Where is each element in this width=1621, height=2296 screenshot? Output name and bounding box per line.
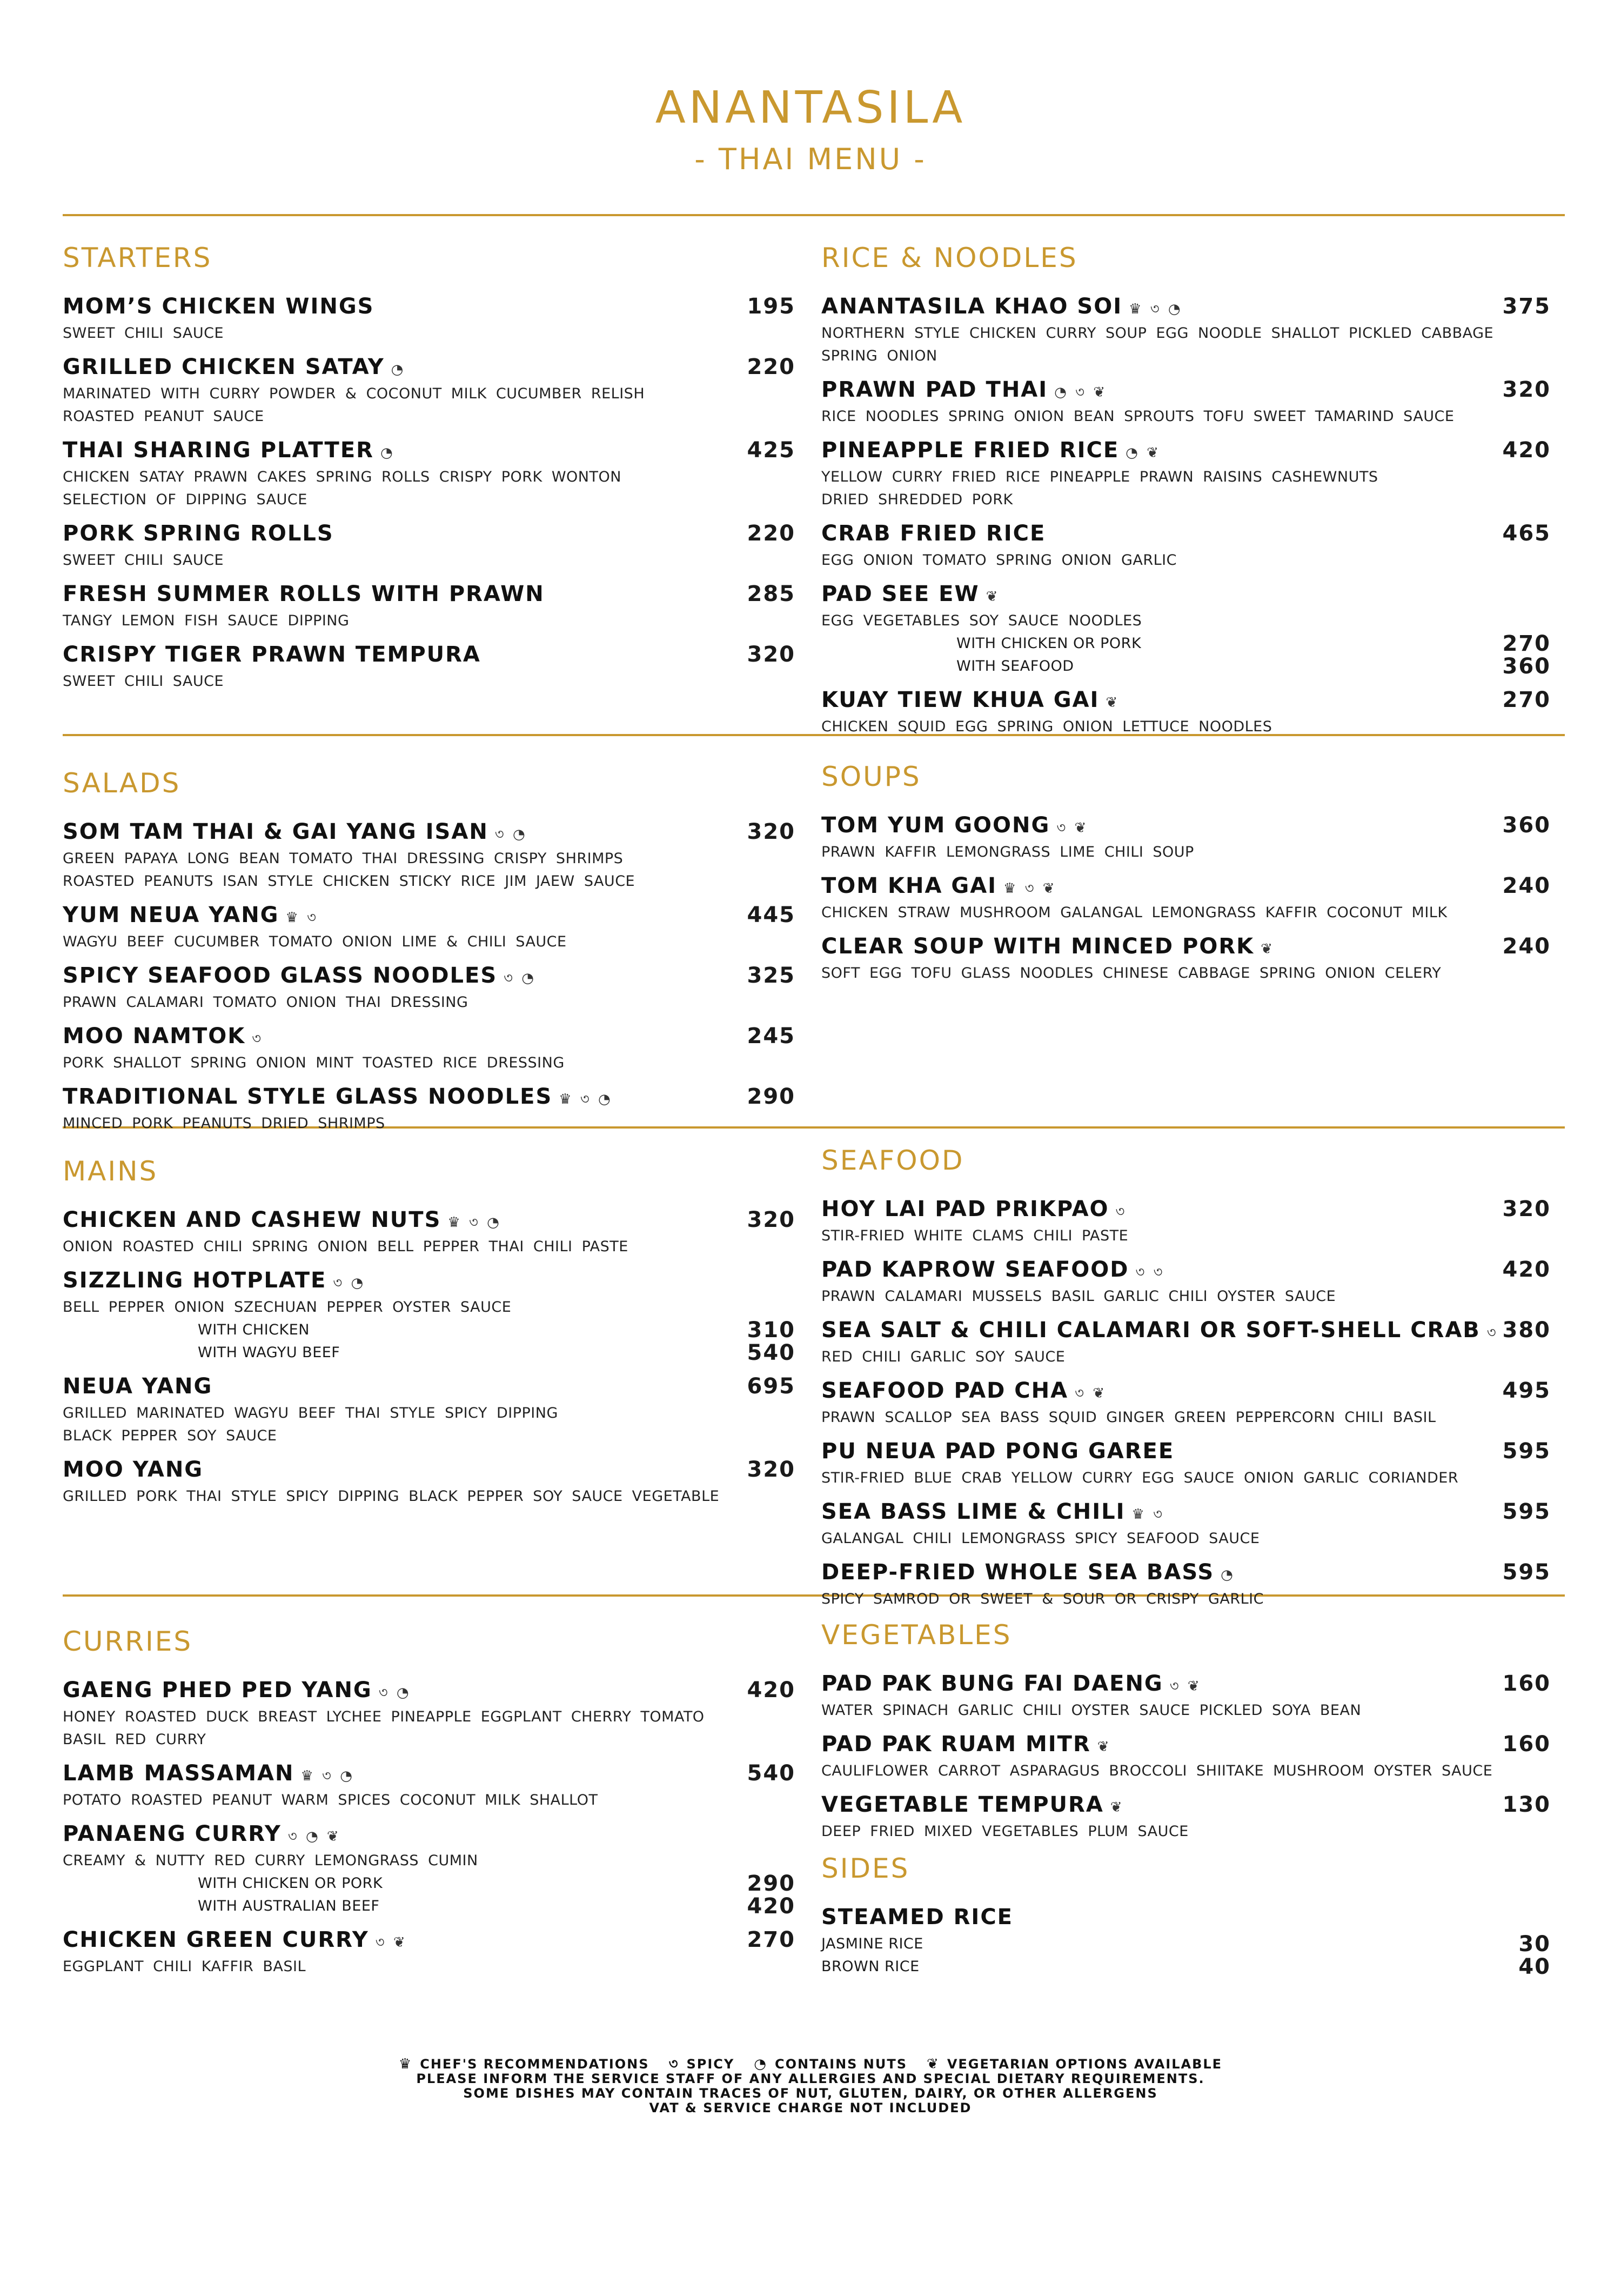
dish-description: ONION ROASTED CHILI SPRING ONION BELL PEPPER THAI CHILI PASTE: [63, 1238, 628, 1255]
menu-item: [821, 1901, 1551, 1978]
menu-item: [63, 291, 795, 345]
dish-icons: ◔: [380, 445, 395, 461]
dish-variant: [63, 1872, 795, 1895]
dish-price: 420: [1502, 1257, 1551, 1282]
menu-item: [63, 1081, 795, 1135]
dish-icons: ৩ ❦: [1075, 1385, 1107, 1401]
dish-name: CRAB FRIED RICE: [821, 521, 1046, 546]
dish-description: RICE NOODLES SPRING ONION BEAN SPROUTS TOFU SWEET TAMARIND SAUCE: [821, 408, 1455, 425]
dish-description: PRAWN CALAMARI MUSSELS BASIL GARLIC CHILI OYSTER SAUCE: [821, 1288, 1336, 1305]
menu-item-header: [821, 1436, 1551, 1467]
dish-name: PINEAPPLE FRIED RICE: [821, 438, 1120, 463]
variant-price: 40: [1518, 1954, 1551, 1979]
dish-price: 160: [1502, 1671, 1551, 1696]
section-title: STARTERS: [63, 242, 212, 273]
menu-item-header: [63, 291, 795, 322]
menu-item: [63, 899, 795, 953]
menu-item: [63, 1818, 795, 1918]
dish-name: CLEAR SOUP WITH MINCED PORK: [821, 934, 1255, 959]
menu-header: [0, 81, 1621, 178]
dish-name: SIZZLING HOTPLATE: [63, 1268, 327, 1293]
menu-item: [821, 1728, 1551, 1783]
dish-description: POTATO ROASTED PEANUT WARM SPICES COCONUT MILK SHALLOT: [63, 1792, 598, 1808]
menu-subtitle: - THAI MENU -: [694, 142, 927, 176]
menu-footer: [0, 2057, 1621, 2115]
section-title: SALADS: [63, 767, 181, 799]
dish-description: GRILLED MARINATED WAGYU BEEF THAI STYLE SPICY DIPPING BLACK PEPPER SOY SAUCE: [63, 1405, 558, 1444]
section-vegetables: [821, 1618, 1551, 1850]
dish-description: EGG VEGETABLES SOY SAUCE NOODLES: [821, 612, 1142, 629]
menu-item-header: [63, 1924, 795, 1955]
section-title: SEAFOOD: [821, 1145, 964, 1176]
dish-icons: ৩ ❦: [1056, 820, 1089, 836]
legend-label: VEGETARIAN OPTIONS AVAILABLE: [947, 2057, 1223, 2072]
dish-name: STEAMED RICE: [821, 1905, 1013, 1930]
dish-icons: ♛ ৩: [1131, 1506, 1165, 1523]
dish-description: GREEN PAPAYA LONG BEAN TOMATO THAI DRESSING CRISPY SHRIMPS ROASTED PEANUTS ISAN STYLE CHICKEN STICKY RICE JIM JAEW SAUCE: [63, 850, 635, 890]
variant-label: WITH CHICKEN: [198, 1321, 310, 1338]
menu-item-header: [63, 351, 795, 383]
legend-label: CONTAINS NUTS: [774, 2057, 908, 2072]
dish-price: 380: [1502, 1318, 1551, 1343]
menu-item-header: [63, 1204, 795, 1236]
dish-description: PRAWN CALAMARI TOMATO ONION THAI DRESSING: [63, 994, 468, 1011]
dish-price: 360: [1502, 813, 1551, 838]
menu-item-header: [821, 291, 1551, 322]
menu-item: [63, 1020, 795, 1074]
menu-item: [821, 1193, 1551, 1247]
menu-item: [821, 1254, 1551, 1308]
variant-label: WITH SEAFOOD: [956, 658, 1074, 675]
legend-label: CHEF'S RECOMMENDATIONS: [420, 2057, 649, 2072]
menu-item-header: [63, 1081, 795, 1112]
menu-item-header: [63, 960, 795, 991]
menu-item: [821, 374, 1551, 428]
variant-label: JASMINE RICE: [821, 1935, 923, 1952]
menu-item: [821, 1668, 1551, 1722]
dish-icons: ৩: [1115, 1204, 1127, 1220]
dish-icons: ৩ ❦: [1169, 1678, 1202, 1694]
variant-price: 360: [1502, 654, 1551, 679]
dish-icons: ♛ ৩ ◔: [559, 1091, 613, 1107]
menu-item: [821, 518, 1551, 572]
dish-price: 290: [747, 1084, 795, 1109]
dish-description: PRAWN KAFFIR LEMONGRASS LIME CHILI SOUP: [821, 844, 1194, 860]
dish-price: 240: [1502, 934, 1551, 959]
dish-description: WAGYU BEEF CUCUMBER TOMATO ONION LIME & CHILI SAUCE: [63, 933, 567, 950]
dish-icons: ৩ ◔: [494, 826, 527, 843]
dish-price: 220: [747, 521, 795, 546]
menu-item: [63, 1924, 795, 1978]
dish-icons: ৩ ◔ ❦: [287, 1828, 341, 1845]
dish-price: 595: [1502, 1560, 1551, 1585]
dish-icons: ❦: [986, 589, 1000, 605]
dish-name: PAD SEE EW: [821, 582, 980, 606]
menu-item-header: [63, 435, 795, 466]
dish-name: PAD KAPROW SEAFOOD: [821, 1257, 1129, 1282]
menu-item-header: [821, 810, 1551, 841]
section-title: MAINS: [63, 1156, 158, 1187]
dish-name: NEUA YANG: [63, 1374, 213, 1399]
menu-item: [821, 1789, 1551, 1843]
dish-name: ANANTASILA KHAO SOI: [821, 294, 1123, 319]
menu-item: [821, 684, 1551, 738]
legend-symbol-icon: ◔: [754, 2056, 767, 2072]
dish-price: 320: [747, 819, 795, 844]
dish-name: MOO YANG: [63, 1457, 204, 1482]
dish-description: CHICKEN STRAW MUSHROOM GALANGAL LEMONGRASS KAFFIR COCONUT MILK: [821, 904, 1448, 921]
variant-label: WITH CHICKEN OR PORK: [198, 1875, 383, 1892]
dish-price: 465: [1502, 521, 1551, 546]
menu-item-header: [821, 1668, 1551, 1699]
menu-item-header: [821, 374, 1551, 405]
dish-variant: [821, 632, 1551, 655]
dish-name: TOM KHA GAI: [821, 873, 997, 898]
dish-name: GRILLED CHICKEN SATAY: [63, 355, 385, 379]
menu-item: [63, 351, 795, 428]
menu-item-header: [63, 816, 795, 847]
dish-description: DEEP FRIED MIXED VEGETABLES PLUM SAUCE: [821, 1823, 1189, 1840]
dish-name: DEEP-FRIED WHOLE SEA BASS: [821, 1560, 1215, 1585]
variant-price: 270: [1502, 631, 1551, 656]
legend: [0, 2057, 1621, 2072]
section-salads: [63, 766, 795, 1142]
dish-name: SEAFOOD PAD CHA: [821, 1378, 1069, 1403]
charges-notice: VAT & SERVICE CHARGE NOT INCLUDED: [649, 2100, 972, 2115]
dish-icons: ❦: [1110, 1799, 1124, 1816]
variant-price: 540: [747, 1340, 795, 1365]
dish-name: PRAWN PAD THAI: [821, 377, 1048, 402]
section-title: CURRIES: [63, 1626, 193, 1657]
menu-item-header: [63, 578, 795, 610]
legend-item: [399, 2057, 649, 2072]
dish-description: SWEET CHILI SAUCE: [63, 673, 224, 690]
legend-symbol-icon: ♛: [398, 2056, 413, 2072]
dish-name: TRADITIONAL STYLE GLASS NOODLES: [63, 1084, 553, 1109]
section-mains: [63, 1154, 795, 1514]
dish-name: PAD PAK RUAM MITR: [821, 1732, 1091, 1757]
menu-item-header: [63, 1674, 795, 1706]
dish-name: LAMB MASSAMAN: [63, 1761, 294, 1786]
dish-price: 240: [1502, 873, 1551, 898]
dish-description: SWEET CHILI SAUCE: [63, 552, 224, 569]
dish-price: 595: [1502, 1499, 1551, 1524]
dish-name: HOY LAI PAD PRIKPAO: [821, 1197, 1109, 1222]
dish-icons: ৩: [252, 1031, 264, 1047]
dish-icons: ৩ ৩: [1135, 1264, 1165, 1280]
dish-price: 320: [747, 642, 795, 667]
dish-description: EGG ONION TOMATO SPRING ONION GARLIC: [821, 552, 1177, 569]
dish-price: 495: [1502, 1378, 1551, 1403]
dish-price: 325: [747, 963, 795, 988]
dish-price: 540: [747, 1761, 795, 1786]
divider: [63, 214, 1565, 216]
menu-item-header: [821, 435, 1551, 466]
dish-price: 245: [747, 1024, 795, 1049]
dish-variant: [821, 1955, 1551, 1978]
legend-label: SPICY: [686, 2057, 735, 2072]
dish-name: SEA SALT & CHILI CALAMARI OR SOFT-SHELL CRAB: [821, 1318, 1481, 1343]
dish-icons: ♛ ৩ ◔: [300, 1768, 354, 1784]
dish-variant: [63, 1319, 795, 1341]
dish-price: 420: [1502, 438, 1551, 463]
dish-name: CHICKEN AND CASHEW NUTS: [63, 1207, 441, 1232]
menu-item: [63, 1758, 795, 1812]
dish-price: 320: [1502, 377, 1551, 402]
menu-item-header: [821, 684, 1551, 716]
legend-item: [927, 2057, 1222, 2072]
dish-description: MINCED PORK PEANUTS DRIED SHRIMPS: [63, 1115, 385, 1132]
menu-item: [821, 810, 1551, 864]
dish-name: THAI SHARING PLATTER: [63, 438, 374, 463]
restaurant-title: ANANTASILA: [655, 82, 966, 134]
dish-icons: ৩ ◔: [333, 1275, 366, 1291]
dish-name: VEGETABLE TEMPURA: [821, 1792, 1104, 1817]
menu-item: [63, 639, 795, 693]
dish-price: 425: [747, 438, 795, 463]
menu-item-header: [821, 578, 1551, 610]
dish-description: EGGPLANT CHILI KAFFIR BASIL: [63, 1958, 306, 1975]
menu-item-header: [821, 1557, 1551, 1588]
dish-name: YUM NEUA YANG: [63, 903, 279, 927]
dish-icons: ❦: [1097, 1739, 1111, 1755]
variant-label: WITH WAGYU BEEF: [198, 1344, 340, 1361]
dish-icons: ৩ ❦: [375, 1934, 407, 1951]
dish-variant: [821, 1933, 1551, 1955]
dish-variant: [63, 1895, 795, 1918]
menu-item: [63, 816, 795, 893]
dish-name: MOO NAMTOK: [63, 1024, 246, 1049]
menu-item: [63, 1674, 795, 1751]
menu-item: [821, 291, 1551, 368]
section-title: RICE & NOODLES: [821, 242, 1078, 273]
menu-item: [821, 578, 1551, 678]
dish-description: SWEET CHILI SAUCE: [63, 325, 224, 342]
dish-price: 320: [747, 1207, 795, 1232]
menu-item: [63, 578, 795, 632]
dish-description: SOFT EGG TOFU GLASS NOODLES CHINESE CABBAGE SPRING ONION CELERY: [821, 965, 1442, 982]
menu-item: [821, 435, 1551, 511]
menu-item: [63, 1371, 795, 1447]
dish-description: PRAWN SCALLOP SEA BASS SQUID GINGER GREEN PEPPERCORN CHILI BASIL: [821, 1409, 1436, 1426]
allergen-notice: SOME DISHES MAY CONTAIN TRACES OF NUT, GLUTEN, DAIRY, OR OTHER ALLERGENS: [463, 2086, 1158, 2101]
menu-item: [821, 931, 1551, 985]
dish-price: 195: [747, 294, 795, 319]
menu-item: [63, 1265, 795, 1364]
menu-item-header: [63, 1371, 795, 1402]
menu-item-header: [821, 1314, 1551, 1346]
dish-description: YELLOW CURRY FRIED RICE PINEAPPLE PRAWN RAISINS CASHEWNUTS DRIED SHREDDED PORK: [821, 469, 1378, 508]
section-curries: [63, 1625, 795, 1985]
section-title: SIDES: [821, 1853, 910, 1884]
dish-name: CRISPY TIGER PRAWN TEMPURA: [63, 642, 481, 667]
dish-icons: ❦: [1106, 695, 1120, 711]
dish-price: 695: [747, 1374, 795, 1399]
dish-price: 595: [1502, 1439, 1551, 1464]
section-seafood: [821, 1144, 1551, 1617]
menu-item-header: [63, 1758, 795, 1789]
menu-item-header: [63, 518, 795, 549]
menu-item-header: [821, 870, 1551, 902]
dish-price: 220: [747, 355, 795, 379]
dish-name: SEA BASS LIME & CHILI: [821, 1499, 1126, 1524]
menu-item: [63, 960, 795, 1014]
dish-price: 375: [1502, 294, 1551, 319]
dish-description: HONEY ROASTED DUCK BREAST LYCHEE PINEAPPLE EGGPLANT CHERRY TOMATO BASIL RED CURRY: [63, 1708, 705, 1748]
menu-item-header: [63, 1818, 795, 1850]
menu-item-header: [821, 1728, 1551, 1760]
dish-name: KUAY TIEW KHUA GAI: [821, 688, 1100, 712]
dish-name: PAD PAK BUNG FAI DAENG: [821, 1671, 1163, 1696]
dish-description: GALANGAL CHILI LEMONGRASS SPICY SEAFOOD SAUCE: [821, 1530, 1260, 1547]
menu-item-header: [63, 899, 795, 931]
section-starters: [63, 241, 795, 699]
legend-item: [754, 2057, 907, 2072]
dish-name: GAENG PHED PED YANG: [63, 1678, 372, 1703]
dish-name: SOM TAM THAI & GAI YANG ISAN: [63, 819, 488, 844]
dish-description: SPICY SAMROD OR SWEET & SOUR OR CRISPY GARLIC: [821, 1591, 1264, 1607]
menu-item-header: [821, 1254, 1551, 1285]
menu-item-header: [63, 1265, 795, 1296]
dish-icons: ৩ ◔: [378, 1685, 411, 1701]
menu-item-header: [63, 639, 795, 670]
dish-description: STIR-FRIED WHITE CLAMS CHILI PASTE: [821, 1227, 1129, 1244]
dish-name: TOM YUM GOONG: [821, 813, 1050, 838]
dish-variant: [63, 1341, 795, 1364]
variant-price: 30: [1518, 1932, 1551, 1957]
dish-description: CREAMY & NUTTY RED CURRY LEMONGRASS CUMIN: [63, 1852, 478, 1869]
dish-icons: ♛ ৩: [285, 910, 318, 926]
dish-description: CAULIFLOWER CARROT ASPARAGUS BROCCOLI SHIITAKE MUSHROOM OYSTER SAUCE: [821, 1763, 1493, 1779]
variant-label: WITH CHICKEN OR PORK: [956, 635, 1142, 652]
dish-price: 320: [747, 1457, 795, 1482]
menu-item: [63, 518, 795, 572]
dish-description: PORK SHALLOT SPRING ONION MINT TOASTED RICE DRESSING: [63, 1054, 565, 1071]
dish-icons: ♛ ৩ ◔: [1129, 301, 1183, 317]
variant-price: 420: [747, 1894, 795, 1919]
dish-price: 285: [747, 582, 795, 606]
menu-item: [821, 1375, 1551, 1429]
dish-icons: ◔: [1221, 1567, 1235, 1583]
dish-description: RED CHILI GARLIC SOY SAUCE: [821, 1349, 1066, 1365]
menu-item-header: [63, 1454, 795, 1485]
dish-price: 320: [1502, 1197, 1551, 1222]
dish-name: MOM’S CHICKEN WINGS: [63, 294, 374, 319]
menu-item: [821, 1557, 1551, 1611]
dish-description: TANGY LEMON FISH SAUCE DIPPING: [63, 612, 350, 629]
variant-price: 310: [747, 1318, 795, 1343]
dish-icons: ৩: [1486, 1325, 1498, 1341]
dish-description: NORTHERN STYLE CHICKEN CURRY SOUP EGG NOODLE SHALLOT PICKLED CABBAGE SPRING ONION: [821, 325, 1494, 364]
menu-item: [63, 1204, 795, 1258]
menu-item: [821, 1314, 1551, 1369]
dish-name: SPICY SEAFOOD GLASS NOODLES: [63, 963, 498, 988]
menu-item: [63, 435, 795, 511]
dish-price: 270: [747, 1927, 795, 1952]
section-rice-noodles: [821, 241, 1551, 745]
dish-price: 270: [1502, 688, 1551, 712]
variant-price: 290: [747, 1871, 795, 1896]
dish-price: 130: [1502, 1792, 1551, 1817]
dish-name: CHICKEN GREEN CURRY: [63, 1927, 369, 1952]
section-title: VEGETABLES: [821, 1619, 1012, 1651]
dish-variant: [821, 655, 1551, 678]
menu-item-header: [821, 1496, 1551, 1527]
section-title: SOUPS: [821, 761, 921, 792]
legend-symbol-icon: ৩: [668, 2056, 679, 2072]
menu-item-header: [821, 1375, 1551, 1406]
dish-icons: ◔: [391, 362, 406, 378]
dish-name: PU NEUA PAD PONG GAREE: [821, 1439, 1175, 1464]
dish-description: GRILLED PORK THAI STYLE SPICY DIPPING BLACK PEPPER SOY SAUCE VEGETABLE: [63, 1488, 720, 1505]
dish-icons: ◔ ৩ ❦: [1054, 384, 1108, 401]
menu-item-header: [63, 1020, 795, 1052]
dish-price: 420: [747, 1678, 795, 1703]
menu-item-header: [821, 518, 1551, 549]
dish-name: FRESH SUMMER ROLLS WITH PRAWN: [63, 582, 545, 606]
menu-item: [821, 1436, 1551, 1490]
dish-icons: ◔ ❦: [1126, 445, 1161, 461]
dish-price: 445: [747, 903, 795, 927]
legend-symbol-icon: ❦: [927, 2056, 940, 2072]
menu-item: [63, 1454, 795, 1508]
dish-description: BELL PEPPER ONION SZECHUAN PEPPER OYSTER SAUCE: [63, 1299, 512, 1316]
section-sides: [821, 1852, 1551, 1985]
legend-item: [669, 2057, 735, 2072]
dish-icons: ❦: [1261, 941, 1275, 957]
variant-label: WITH AUSTRALIAN BEEF: [198, 1898, 380, 1914]
section-soups: [821, 760, 1551, 991]
menu-item-header: [821, 1789, 1551, 1820]
dish-description: CHICKEN SATAY PRAWN CAKES SPRING ROLLS CRISPY PORK WONTON SELECTION OF DIPPING SAUCE: [63, 469, 621, 508]
dish-icons: ♛ ৩ ◔: [447, 1214, 501, 1231]
dish-description: STIR-FRIED BLUE CRAB YELLOW CURRY EGG SAUCE ONION GARLIC CORIANDER: [821, 1470, 1459, 1486]
dish-icons: ৩ ◔: [504, 970, 536, 986]
menu-item-header: [821, 931, 1551, 962]
menu-item: [821, 1496, 1551, 1550]
menu-item-header: [821, 1193, 1551, 1225]
dish-description: MARINATED WITH CURRY POWDER & COCONUT MILK CUCUMBER RELISH ROASTED PEANUT SAUCE: [63, 385, 645, 425]
menu-item: [821, 870, 1551, 924]
dish-icons: ♛ ৩ ❦: [1003, 880, 1057, 897]
variant-label: BROWN RICE: [821, 1958, 920, 1975]
dish-description: WATER SPINACH GARLIC CHILI OYSTER SAUCE PICKLED SOYA BEAN: [821, 1702, 1362, 1719]
dish-description: CHICKEN SQUID EGG SPRING ONION LETTUCE NOODLES: [821, 718, 1272, 735]
dish-name: PORK SPRING ROLLS: [63, 521, 334, 546]
dish-name: PANAENG CURRY: [63, 1821, 282, 1846]
menu-item-header: [821, 1901, 1551, 1933]
dish-price: 160: [1502, 1732, 1551, 1757]
allergy-notice: PLEASE INFORM THE SERVICE STAFF OF ANY ALLERGIES AND SPECIAL DIETARY REQUIREMENTS.: [416, 2071, 1205, 2086]
